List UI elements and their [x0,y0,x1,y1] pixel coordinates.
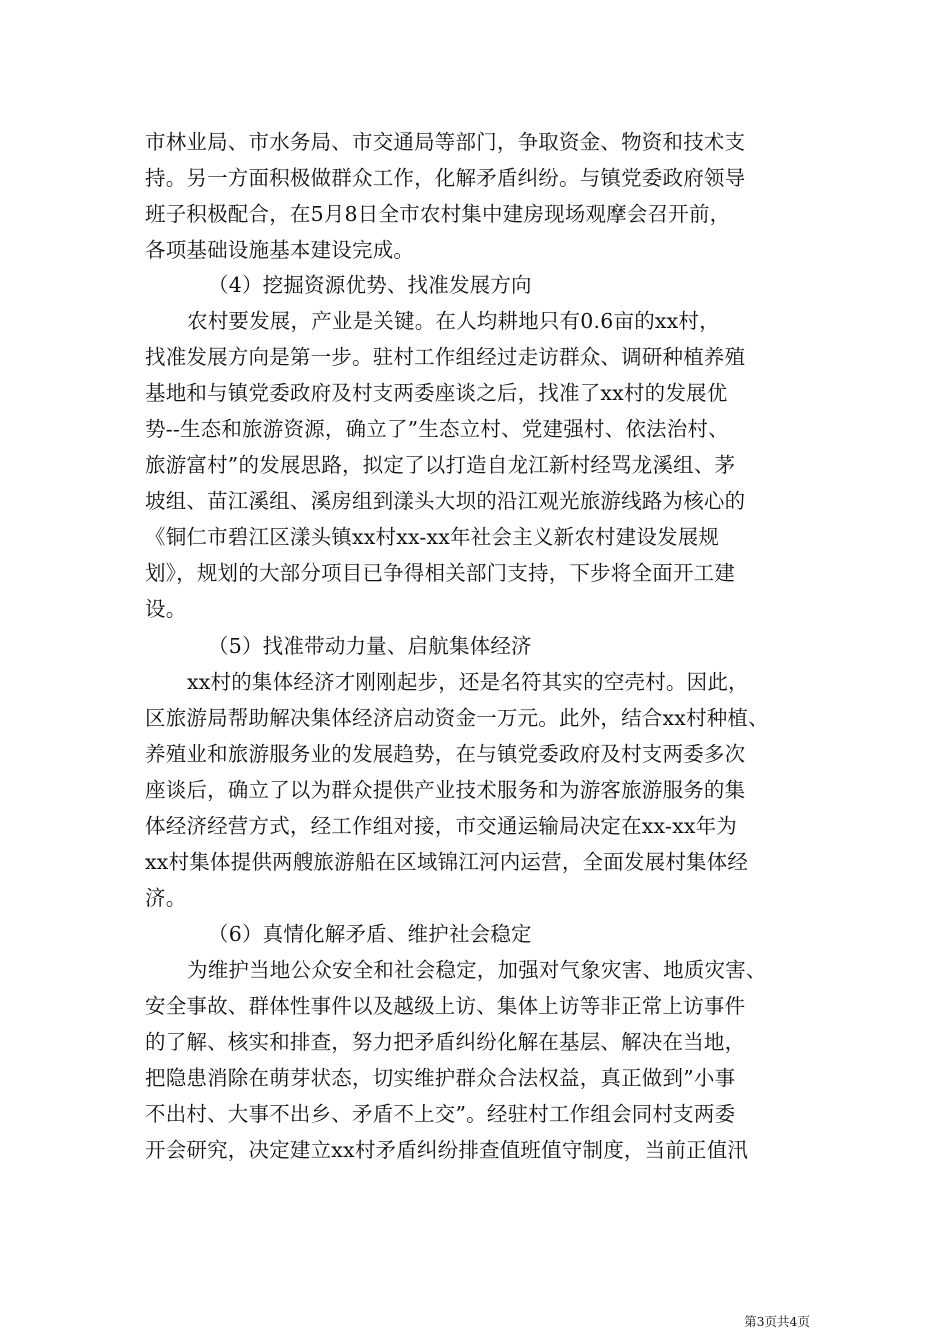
text-line: 安全事故、群体性事件以及越级上访、集体上访等非正常上访事件 [145,994,746,1018]
text-line: 农村要发展，产业是关键。在人均耕地只有0.6亩的xx村， [187,309,720,333]
page-number: 第3页共4页 [744,1314,810,1329]
text-line: 势--生态和旅游资源，确立了”生态立村、党建强村、依法治村、 [145,417,729,441]
text-line: 划》，规划的大部分项目已争得相关部门支持，下步将全面开工建 [145,561,736,585]
text-line: 把隐患消除在萌芽状态，切实维护群众合法权益，真正做到”小事 [145,1066,736,1090]
text-line: 不出村、大事不出乡、矛盾不上交”。经驻村工作组会同村支两委 [145,1102,736,1126]
text-line: 找准发展方向是第一步。驻村工作组经过走访群众、调研种植养殖 [145,345,746,369]
text-line: 济。 [145,886,187,910]
text-line: 《铜仁市碧江区漾头镇xx村xx-xx年社会主义新农村建设发展规 [145,525,720,549]
text-line: 座谈后，确立了以为群众提供产业技术服务和为游客旅游服务的集 [145,778,746,802]
text-line: 开会研究，决定建立xx村矛盾纠纷排查值班值守制度，当前正值汛 [145,1138,749,1162]
text-line: 基地和与镇党委政府及村支两委座谈之后，找准了xx村的发展优 [145,381,728,405]
section-heading-6: （6）真情化解矛盾、维护社会稳定 [208,922,532,946]
text-line: 养殖业和旅游服务业的发展趋势，在与镇党委政府及村支两委多次 [145,742,746,766]
text-line: 为维护当地公众安全和社会稳定，加强对气象灾害、地质灾害、 [187,958,767,982]
text-line: 班子积极配合，在5月8日全市农村集中建房现场观摩会召开前， [145,202,731,226]
text-line: 设。 [145,597,187,621]
text-line: 持。另一方面积极做群众工作，化解矛盾纠纷。与镇党委政府领导 [145,166,746,190]
text-line: xx村的集体经济才刚刚起步，还是名符其实的空壳村。因此， [187,670,749,694]
section-heading-4: （4）挖掘资源优势、找准发展方向 [208,273,532,297]
text-line: 各项基础设施基本建设完成。 [145,238,415,262]
text-line: 市林业局、市水务局、市交通局等部门，争取资金、物资和技术支 [145,130,746,154]
text-line: 坡组、苗江溪组、溪房组到漾头大坝的沿江观光旅游线路为核心的 [145,489,746,513]
text-line: 旅游富村”的发展思路，拟定了以打造自龙江新村经骂龙溪组、茅 [145,453,736,477]
section-heading-5: （5）找准带动力量、启航集体经济 [208,634,532,658]
text-line: 的了解、核实和排查，努力把矛盾纠纷化解在基层、解决在当地， [145,1030,746,1054]
text-line: 体经济经营方式，经工作组对接，市交通运输局决定在xx-xx年为 [145,814,738,838]
text-line: 区旅游局帮助解决集体经济启动资金一万元。此外，结合xx村种植、 [145,706,769,730]
text-line: xx村集体提供两艘旅游船在区域锦江河内运营，全面发展村集体经 [145,850,749,874]
